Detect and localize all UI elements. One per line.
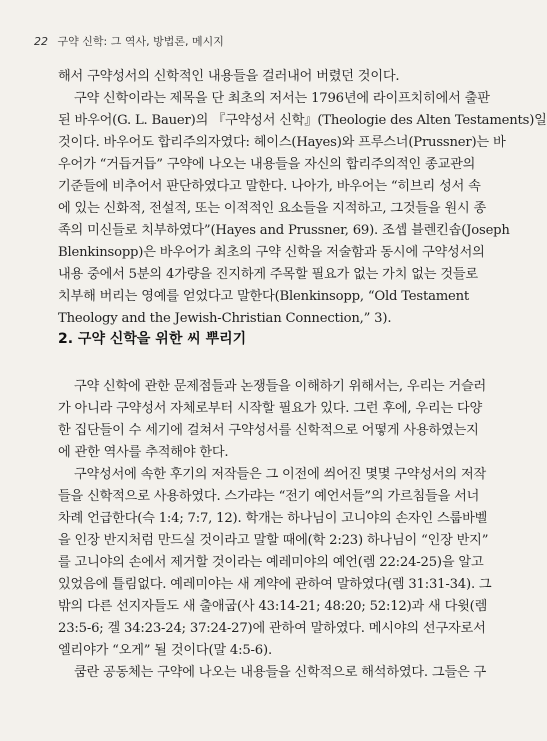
page-number: 22	[34, 35, 48, 48]
text-line: 쿰란 공동체는 구약에 나오는 내용들을 신학적으로 해석하였다. 그들은 구	[58, 665, 487, 680]
text-line: 해서 구약성서의 신학적인 내용들을 걸러내어 버렸던 것이다.	[58, 69, 400, 84]
text-line: 구약 신학이라는 제목을 단 최초의 저서는 1796년에 라이프치히에서 출판	[58, 91, 490, 106]
text-line: Theology and the Jewish-Christian Connection,” 3).	[58, 311, 392, 326]
text-line: 된 바우어(G. L. Bauer)의 『구약성서 신학』(Theologie des Alten Testaments)일	[58, 113, 547, 128]
text-line: 차례 언급한다(슥 1:4; 7:7, 12). 학개는 하나님이 고니야의 손자인 스룹바벨	[58, 511, 488, 526]
text-line: 내용 중에서 5분의 4가량을 진지하게 주목할 필요가 없는 가치 없는 것들로	[58, 267, 478, 282]
text-line: 가 아니라 구약성서 자체로부터 시작할 필요가 있다. 그런 후에, 우리는 다양	[58, 401, 483, 416]
text-line: 에 있는 신화적, 전설적, 또는 이적적인 요소들을 지적하고, 그것들을 원시 종	[58, 201, 487, 216]
text-line: 치부해 버리는 영예를 얻었다고 말한다(Blenkinsopp, “Old Testament	[58, 289, 470, 304]
text-line: 을 인장 반지처럼 만드실 것이라고 말할 때에(학 2:23) 하나님이 “인장 반지”	[58, 533, 489, 548]
text-line: 를 고니야의 손에서 제거할 것이라는 예레미야의 예언(렘 22:24-25)을 알고	[58, 555, 484, 570]
paragraph-1	[58, 66, 547, 330]
running-title: 구약 신학: 그 역사, 방법론, 메시지	[57, 35, 224, 48]
text-line: 23:5-6; 겔 34:23-24; 37:24-27)에 관하여 말하였다. 메시야의 선구자로서	[58, 621, 486, 636]
text-line: 구약성서에 속한 후기의 저작들은 그 이전에 씌어진 몇몇 구약성서의 저작	[58, 467, 487, 482]
text-line: 구약 신학에 관한 문제점들과 논쟁들을 이해하기 위해서는, 우리는 거슬러	[58, 379, 487, 394]
text-line: Blenkinsopp)은 바우어가 최초의 구약 신학을 저술함과 동시에 구약성서의	[58, 245, 485, 260]
text-line: 것이다. 바우어도 합리주의자였다: 헤이스(Hayes)와 프루스너(Prussner)는 바	[58, 135, 506, 150]
section-heading: 2. 구약 신학을 위한 씨 뿌리기	[58, 331, 247, 347]
text-line: 밖의 다른 선지자들도 새 출애굽(사 43:14-21; 48:20; 52:12)과 새 다윗(렘	[58, 599, 488, 614]
text-line: 우어가 “거듭거듭” 구약에 나오는 내용들을 자신의 합리주의적인 종교관의	[58, 157, 476, 172]
text-line: 엘리야가 “오게” 될 것이다(말 4:5-6).	[58, 643, 272, 658]
running-head	[34, 33, 224, 49]
text-line: 한 집단들이 수 세기에 걸쳐서 구약성서를 신학적으로 어떻게 사용하였는지	[58, 423, 479, 438]
text-line: 에 관한 역사를 추적해야 한다.	[58, 445, 229, 460]
text-line: 있었음에 틀림없다. 예레미야는 새 계약에 관하여 말하였다(렘 31:31-34). 그	[58, 577, 492, 592]
text-line: 족의 미신들로 치부하였다”(Hayes and Prussner, 69). 조셉 블렌킨솝(Joseph	[58, 223, 510, 238]
text-line: 기준들에 비추어서 판단하였다고 말한다. 나아가, 바우어는 “히브리 성서 속	[58, 179, 481, 194]
paragraph-2	[58, 376, 492, 684]
text-line: 들을 신학적으로 사용하였다. 스가랴는 “전기 예언서들”의 가르침들을 서너	[58, 489, 480, 504]
